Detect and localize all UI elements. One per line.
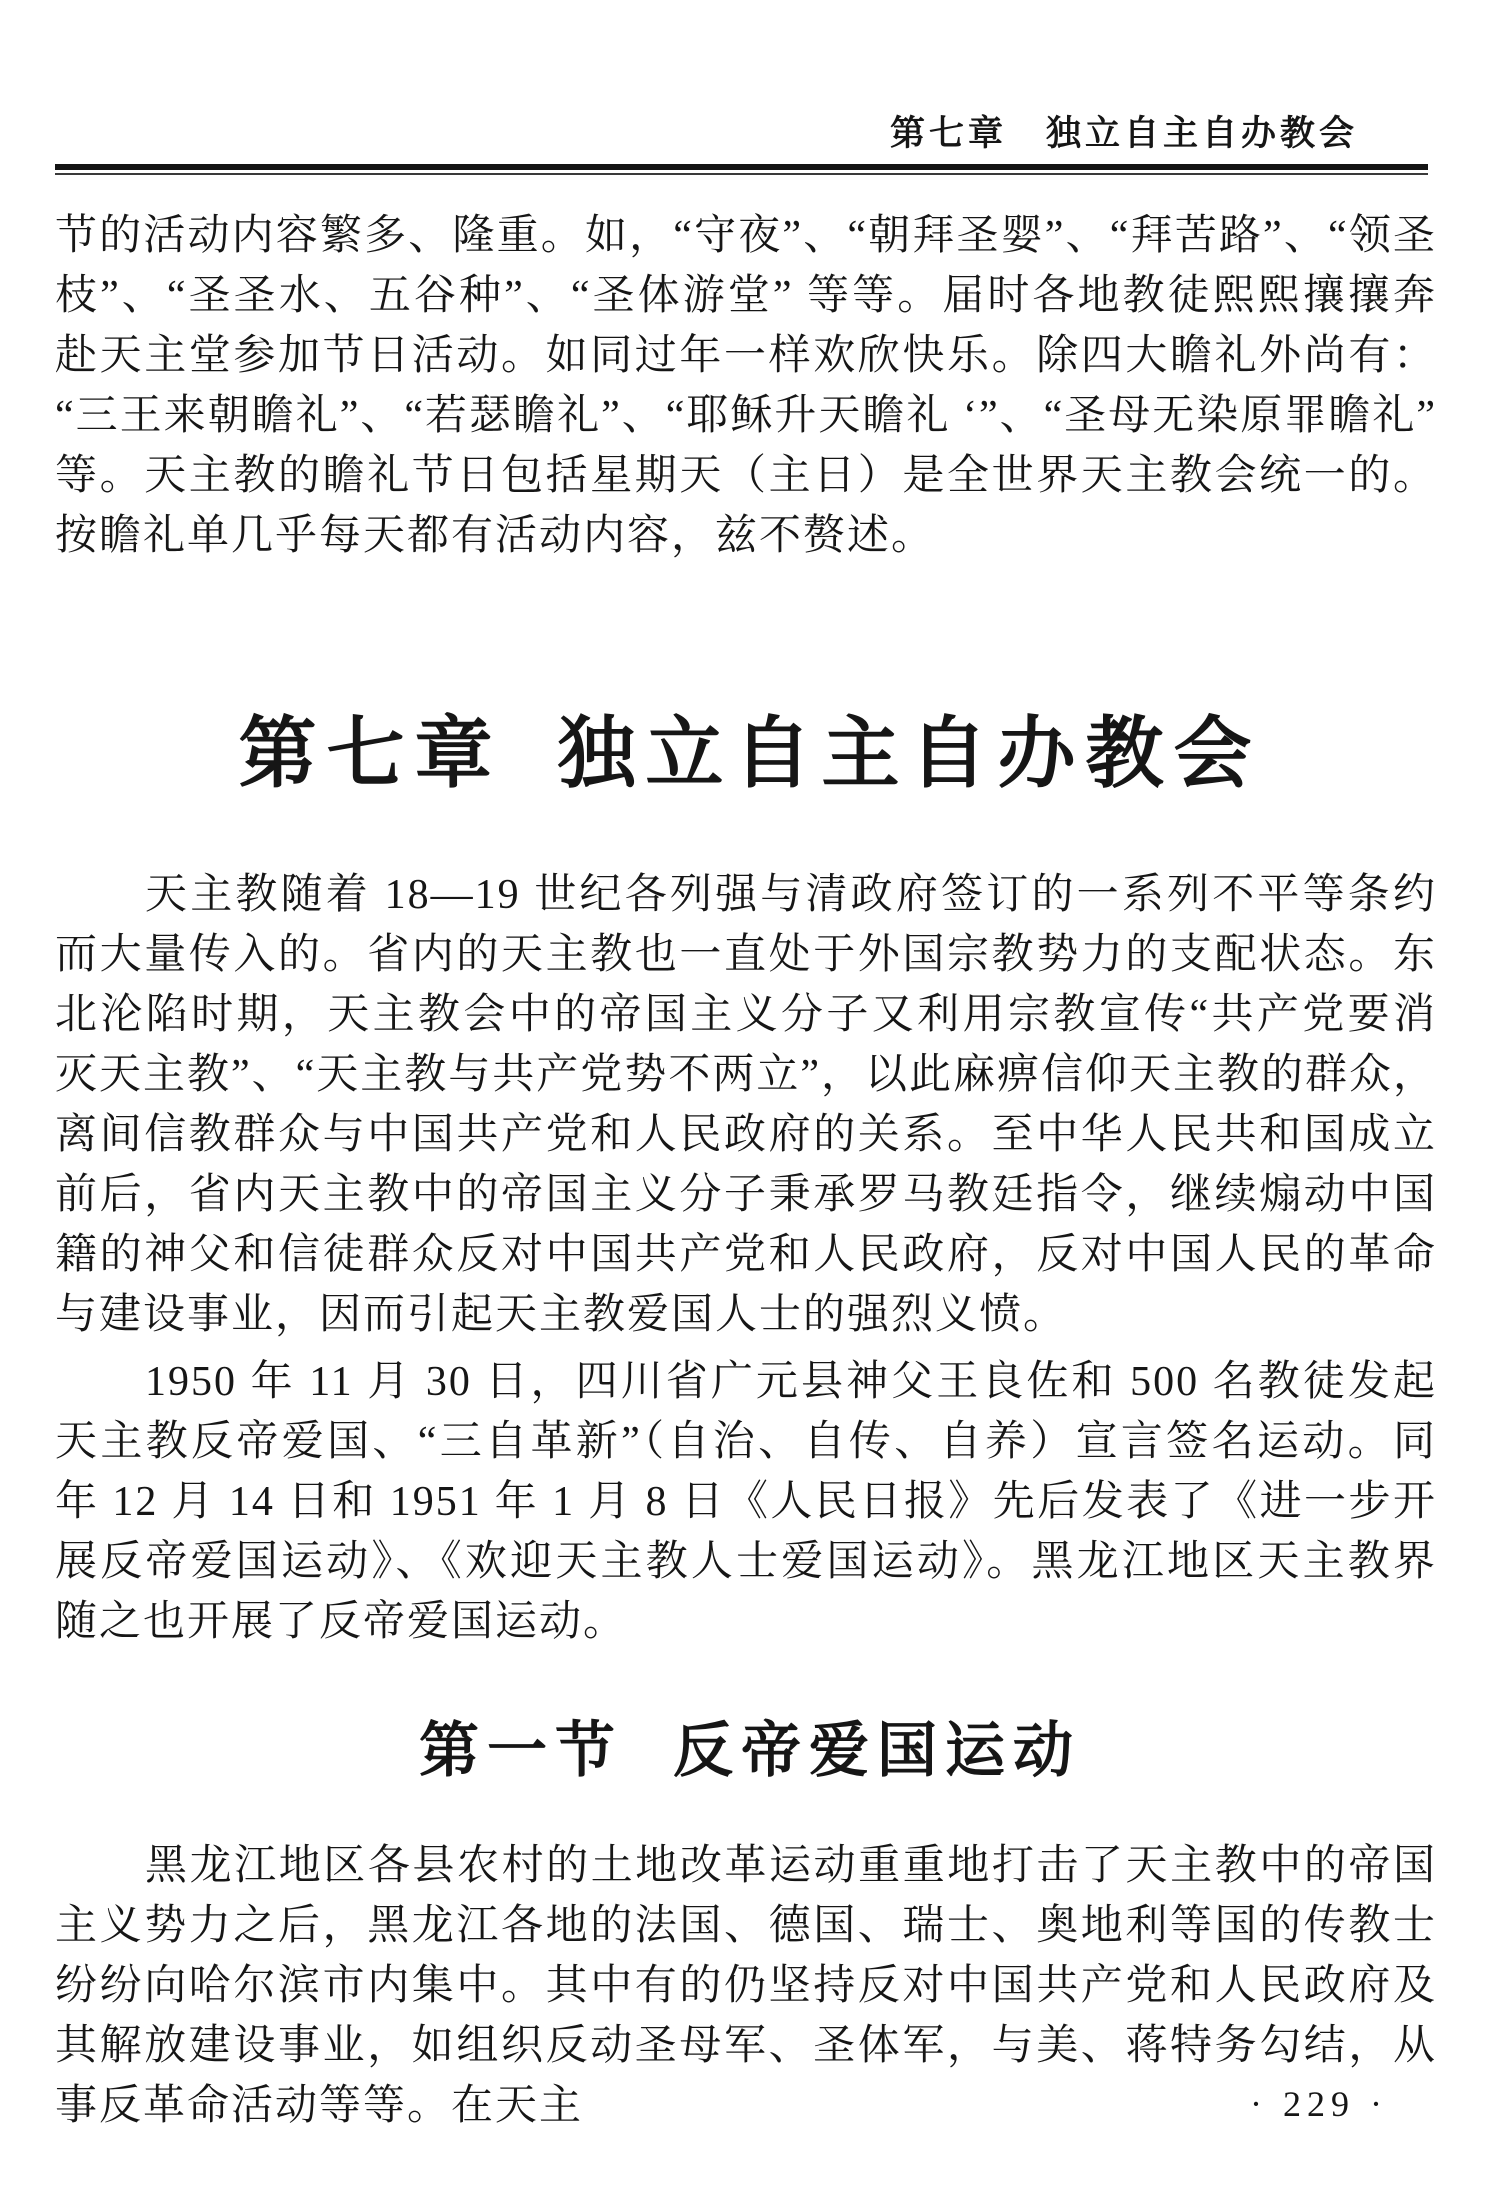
section-name: 反帝爱国运动 — [673, 1718, 1081, 1784]
chapter-title — [0, 706, 1500, 802]
section-number: 第一节 — [419, 1718, 623, 1784]
running-header: 第七章 独立自主自办教会 — [889, 114, 1358, 153]
body-paragraph-1: 节的活动内容繁多、隆重。如，“守夜”、“朝拜圣婴”、“拜苦路”、“领圣枝”、“圣圣水、五谷种”、“圣体游堂” 等等。届时各地教徒熙熙攘攘奔赴天主堂参加节日活动。如同过年一样欢欣快乐。除四大瞻礼外尚有：“三王来朝瞻礼”、“若瑟瞻礼”、“耶稣升天瞻礼 ‘”、“圣母无染原罪瞻礼” 等。天主教的瞻礼节日包括星期天（主日）是全世界天主教会统一的。按瞻礼单几乎每天都有活动内容，兹不赘述。 — [55, 213, 1437, 559]
section-title — [0, 1709, 1500, 1793]
body-paragraph-3: 1950 年 11 月 30 日，四川省广元县神父王良佐和 500 名教徒发起天主教反帝爱国、“三自革新”（自治、自传、自养）宣言签名运动。同年 12 月 14 日和 1951 年 1 月 8 日《人民日报》先后发表了《进一步开展反帝爱国运动》、《欢迎天主教人士爱国运动》。黑龙江地区天主教界随之也开展了反帝爱国运动。 — [55, 1359, 1437, 1645]
header-rule — [55, 164, 1428, 170]
chapter-number: 第七章 — [238, 710, 503, 797]
body-paragraph-4: 黑龙江地区各县农村的土地改革运动重重地打击了天主教中的帝国主义势力之后，黑龙江各地的法国、德国、瑞士、奥地利等国的传教士纷纷向哈尔滨市内集中。其中有的仍坚持反对中国共产党和人民政府及其解放建设事业，如组织反动圣母军、圣体军，与美、蒋特务勾结，从事反革命活动等等。在天主 — [55, 1843, 1437, 2129]
body-paragraph-2: 天主教随着 18—19 世纪各列强与清政府签订的一系列不平等条约而大量传入的。省内的天主教也一直处于外国宗教势力的支配状态。东北沦陷时期，天主教会中的帝国主义分子又利用宗教宣传“共产党要消灭天主教”、“天主教与共产党势不两立”，以此麻痹信仰天主教的群众，离间信教群众与中国共产党和人民政府的关系。至中华人民共和国成立前后，省内天主教中的帝国主义分子秉承罗马教廷指令，继续煽动中国籍的神父和信徒群众反对中国共产党和人民政府，反对中国人民的革命与建设事业，因而引起天主教爱国人士的强烈义愤。 — [55, 872, 1437, 1338]
page-number: · 229 · — [1250, 2084, 1388, 2124]
chapter-name: 独立自主自办教会 — [557, 710, 1262, 797]
